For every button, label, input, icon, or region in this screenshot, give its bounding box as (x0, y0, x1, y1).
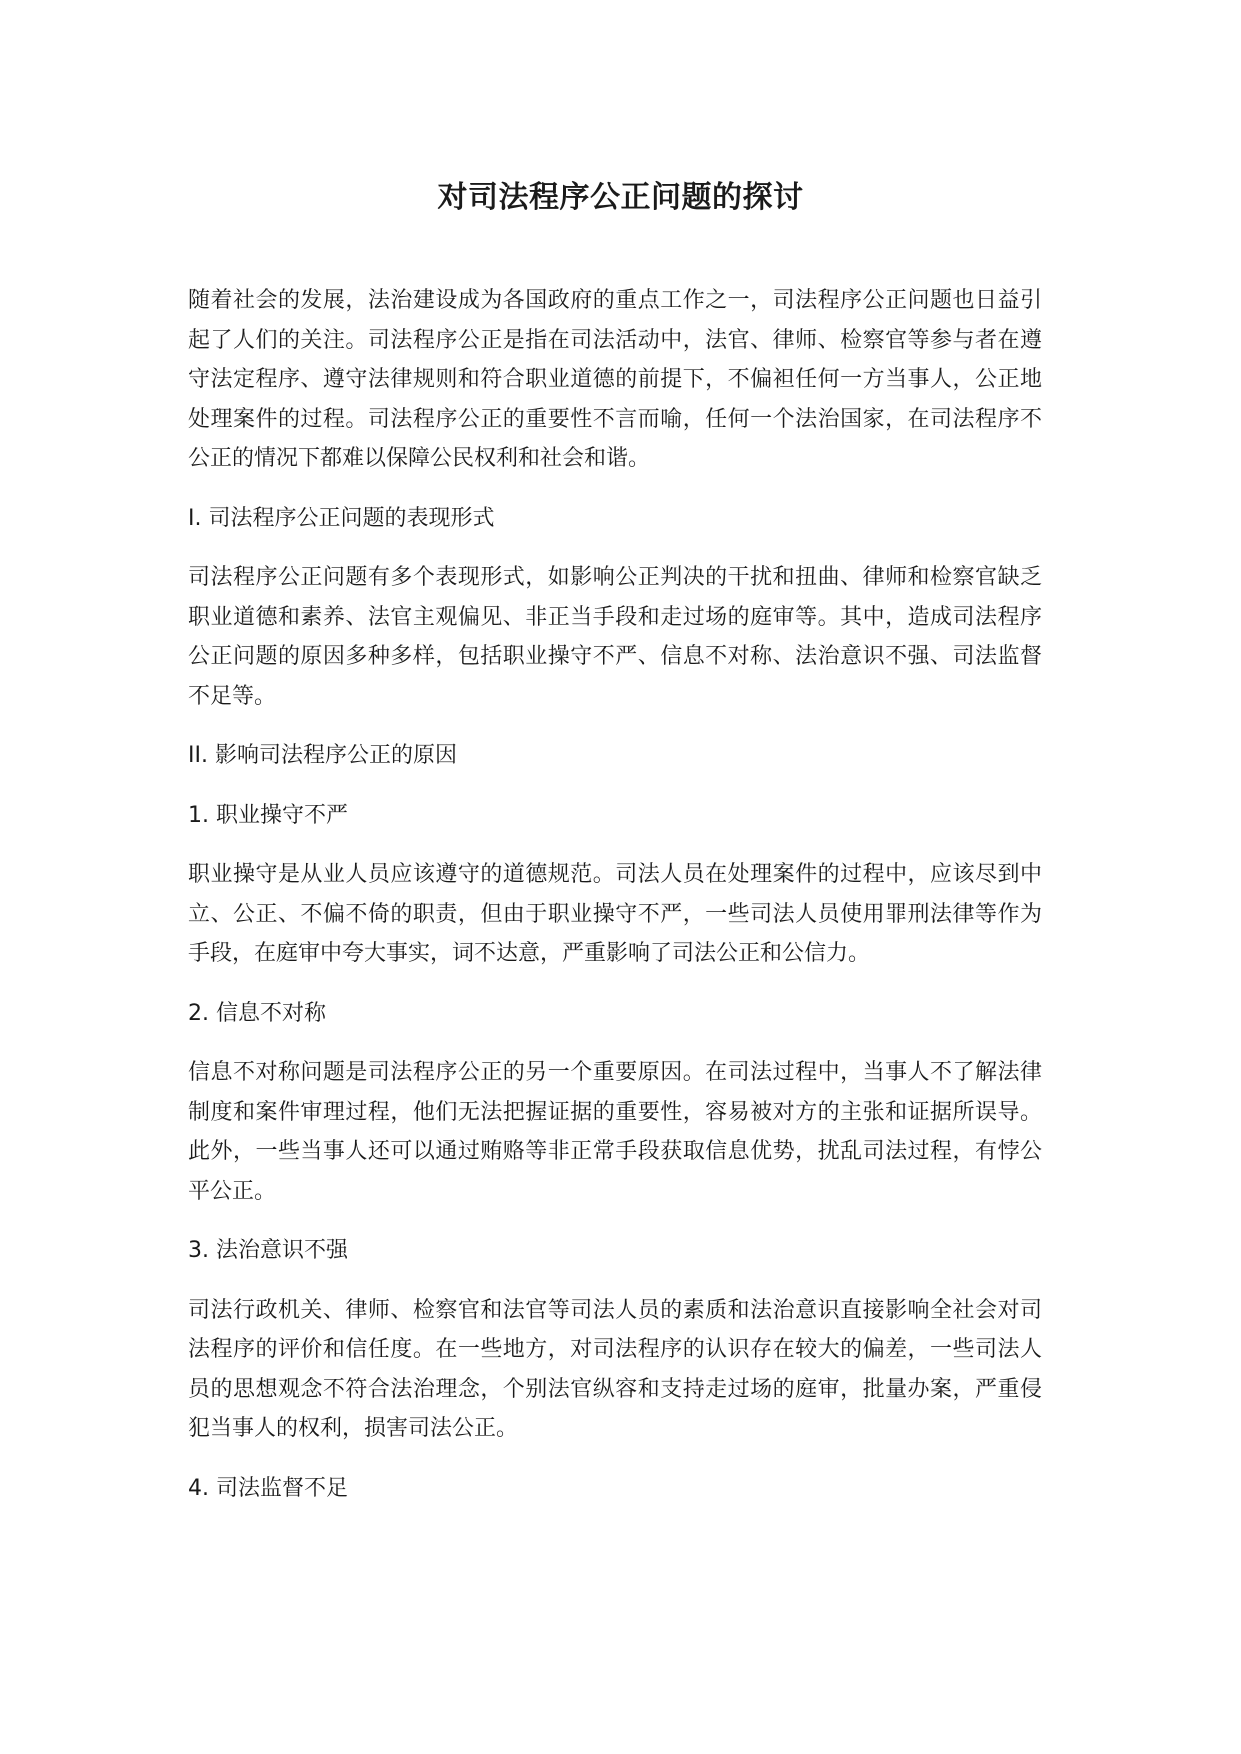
subsection-heading-2: 2. 信息不对称 (188, 1000, 326, 1026)
subsection-heading-1: 1. 职业操守不严 (188, 802, 348, 828)
document-body (188, 281, 1042, 1528)
subsection-2-paragraph: 信息不对称问题是司法程序公正的另一个重要原因。在司法过程中，当事人不了解法律制度和案件审理过程，他们无法把握证据的重要性，容易被对方的主张和证据所误导。此外，一些当事人还可以通过贿赂等非正常手段获取信息优势，扰乱司法过程，有悖公平公正。 (188, 1060, 1042, 1204)
intro-paragraph: 随着社会的发展，法治建设成为各国政府的重点工作之一，司法程序公正问题也日益引起了人们的关注。司法程序公正是指在司法活动中，法官、律师、检察官等参与者在遵守法定程序、遵守法律规则和符合职业道德的前提下，不偏袒任何一方当事人，公正地处理案件的过程。司法程序公正的重要性不言而喻，任何一个法治国家，在司法程序不公正的情况下都难以保障公民权利和社会和谐。 (188, 288, 1042, 471)
subsection-1-paragraph: 职业操守是从业人员应该遵守的道德规范。司法人员在处理案件的过程中，应该尽到中立、公正、不偏不倚的职责，但由于职业操守不严，一些司法人员使用罪刑法律等作为手段，在庭审中夸大事实，词不达意，严重影响了司法公正和公信力。 (188, 862, 1042, 966)
subsection-3-paragraph: 司法行政机关、律师、检察官和法官等司法人员的素质和法治意识直接影响全社会对司法程序的评价和信任度。在一些地方，对司法程序的认识存在较大的偏差，一些司法人员的思想观念不符合法治理念，个别法官纵容和支持走过场的庭审，批量办案，严重侵犯当事人的权利，损害司法公正。 (188, 1297, 1042, 1441)
subsection-heading-3: 3. 法治意识不强 (188, 1238, 348, 1263)
document-title: 对司法程序公正问题的探讨 (437, 180, 804, 215)
section-1-paragraph: 司法程序公正问题有多个表现形式，如影响公正判决的干扰和扭曲、律师和检察官缺乏职业道德和素养、法官主观偏见、非正当手段和走过场的庭审等。其中，造成司法程序公正问题的原因多种多样，包括职业操守不严、信息不对称、法治意识不强、司法监督不足等。 (188, 565, 1042, 709)
subsection-heading-4: 4. 司法监督不足 (188, 1475, 348, 1501)
section-heading-2: II. 影响司法程序公正的原因 (188, 743, 457, 768)
section-heading-1: I. 司法程序公正问题的表现形式 (188, 505, 495, 531)
